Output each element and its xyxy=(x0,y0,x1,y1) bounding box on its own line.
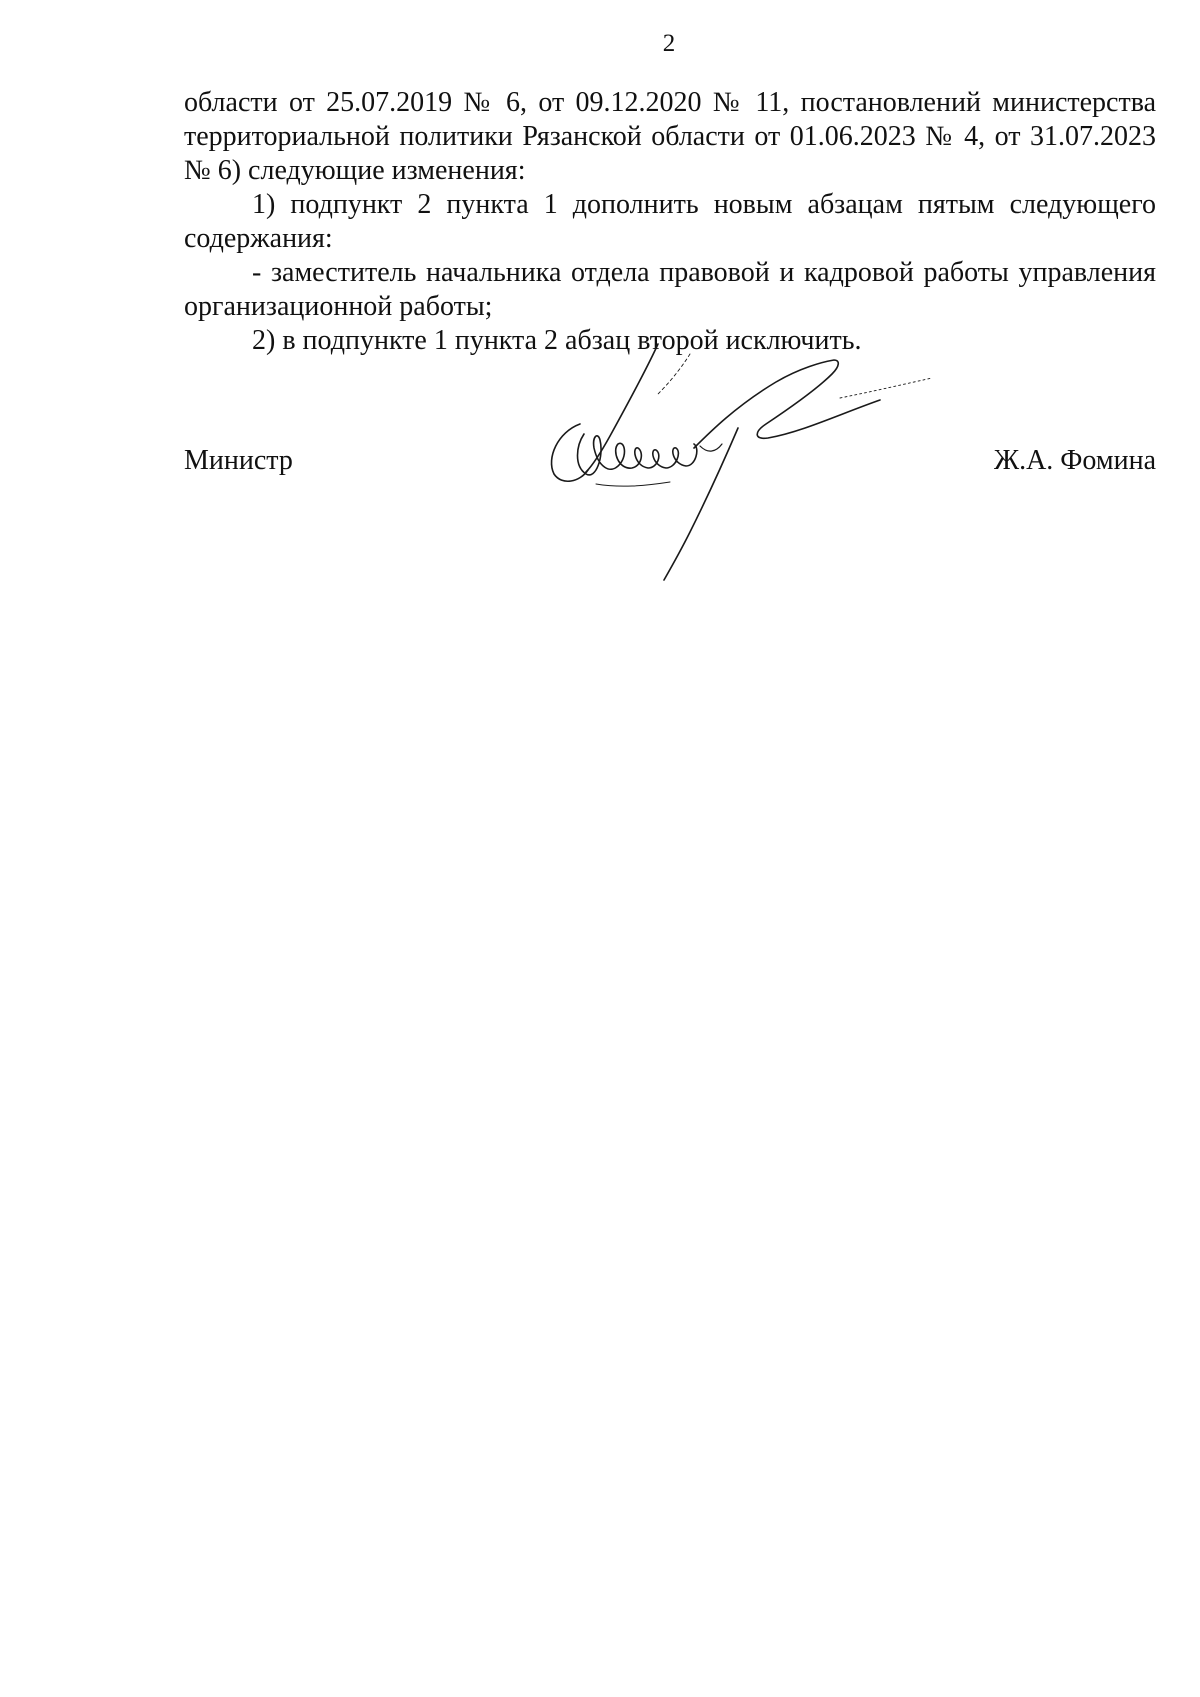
paragraph-new-item: - заместитель начальника отдела правовой и кадровой работы управления организационной работы; xyxy=(184,257,1156,322)
paragraph-amendment-1: 1) подпункт 2 пункта 1 дополнить новым абзацам пятым следующего содержания: xyxy=(184,189,1156,254)
handwritten-signature xyxy=(540,336,940,596)
paragraph-amendment-2: 2) в подпункте 1 пункта 2 абзац второй исключить. xyxy=(252,325,862,356)
document-body xyxy=(184,86,1156,358)
paragraph-continuation: области от 25.07.2019 № 6, от 09.12.2020 № 11, постановлений министерства территориальной политики Рязанской области от 01.06.2023 № 4, от 31.07.2023 № 6) следующие изменения: xyxy=(184,87,1156,186)
signer-name: Ж.А. Фомина xyxy=(993,445,1156,476)
signer-title: Министр xyxy=(184,445,293,476)
page-number: 2 xyxy=(662,30,676,57)
